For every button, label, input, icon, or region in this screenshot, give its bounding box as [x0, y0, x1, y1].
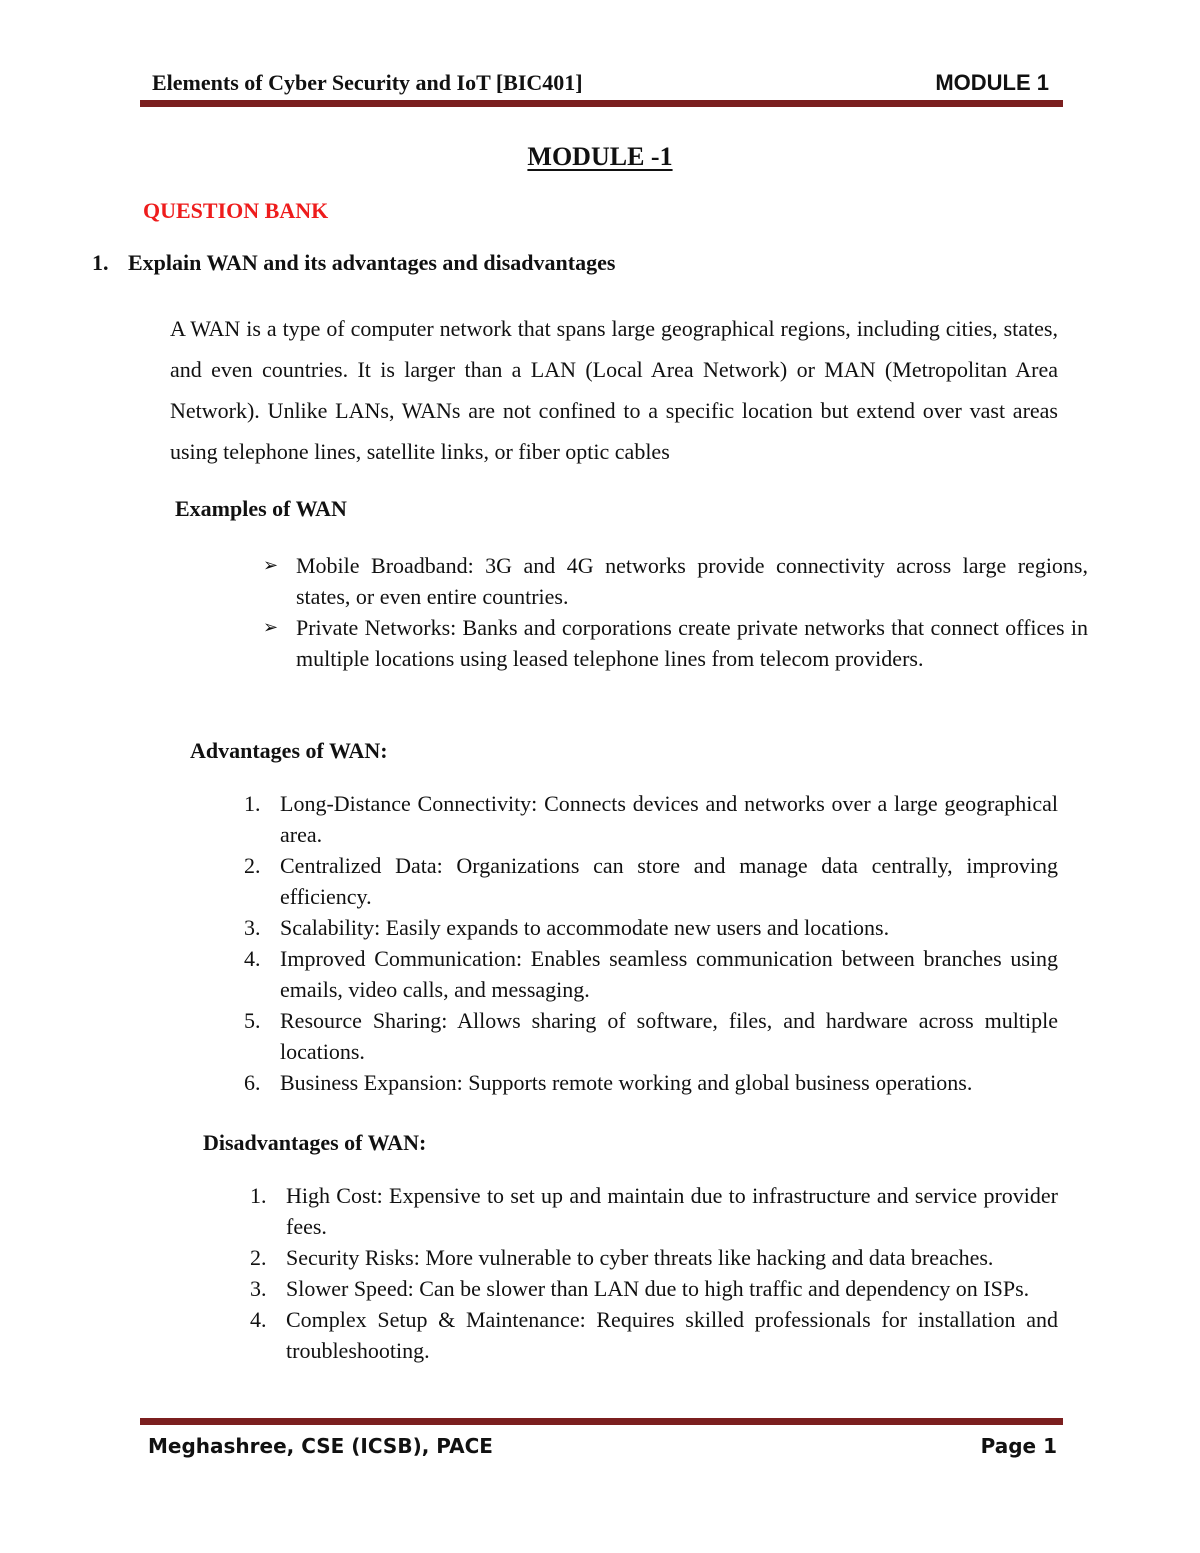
footer-author: Meghashree, CSE (ICSB), PACE — [148, 1434, 493, 1458]
item-text: Long-Distance Connectivity: Connects devices and networks over a large geographical area. — [280, 791, 1058, 847]
list-item — [244, 912, 1058, 943]
list-item — [244, 943, 1058, 1005]
item-text: Improved Communication: Enables seamless communication between branches using emails, video calls, and messaging. — [280, 946, 1058, 1002]
header-title: Elements of Cyber Security and IoT [BIC401] — [152, 70, 583, 95]
footer-rule — [140, 1418, 1063, 1425]
example-text: Mobile Broadband: 3G and 4G networks provide connectivity across large regions, states, or even entire countries. — [296, 553, 1088, 609]
list-item — [244, 1005, 1058, 1067]
header-module-label: MODULE 1 — [935, 70, 1049, 95]
list-item — [263, 550, 1088, 612]
arrow-bullet-icon: ➢ — [263, 617, 279, 638]
footer-page-number: Page 1 — [980, 1434, 1057, 1458]
item-text: Slower Speed: Can be slower than LAN due to high traffic and dependency on ISPs. — [286, 1276, 1030, 1301]
item-text: High Cost: Expensive to set up and maintain due to infrastructure and service provider fees. — [286, 1183, 1058, 1239]
page-header — [152, 70, 1049, 100]
item-number: 5. — [244, 1008, 261, 1033]
examples-heading: Examples of WAN — [175, 496, 347, 521]
section-label: QUESTION BANK — [143, 198, 329, 223]
disadvantages-heading: Disadvantages of WAN: — [203, 1130, 427, 1155]
item-number: 3. — [244, 915, 261, 940]
list-item — [244, 1067, 1058, 1098]
item-number: 2. — [244, 853, 261, 878]
header-rule — [140, 100, 1063, 107]
item-text: Business Expansion: Supports remote working and global business operations. — [280, 1070, 973, 1095]
item-number: 4. — [244, 946, 261, 971]
intro-paragraph: A WAN is a type of computer network that spans large geographical regions, including cities, states, and even countries. It is larger than a LAN (Local Area Network) or MAN (Metropolitan Area Network). Unlike LANs, WANs are not confined to a specific location but extend over vast areas using telephone lines, satellite links, or fiber optic cables — [170, 316, 1058, 464]
examples-list — [263, 550, 1088, 674]
item-text: Centralized Data: Organizations can store and manage data centrally, improving efficiency. — [280, 853, 1058, 909]
list-item — [250, 1242, 1058, 1273]
item-number: 1. — [244, 791, 261, 816]
item-number: 4. — [250, 1307, 267, 1332]
item-text: Resource Sharing: Allows sharing of software, files, and hardware across multiple locations. — [280, 1008, 1058, 1064]
item-number: 1. — [250, 1183, 267, 1208]
item-text: Scalability: Easily expands to accommodate new users and locations. — [280, 915, 890, 940]
item-text: Complex Setup & Maintenance: Requires skilled professionals for installation and troubleshooting. — [286, 1307, 1058, 1363]
list-item — [244, 850, 1058, 912]
list-item — [250, 1304, 1058, 1366]
list-item — [244, 788, 1058, 850]
advantages-heading: Advantages of WAN: — [190, 738, 388, 763]
question-number: 1. — [92, 250, 109, 275]
item-number: 6. — [244, 1070, 261, 1095]
question-text: Explain WAN and its advantages and disadvantages — [128, 250, 616, 275]
list-item — [250, 1273, 1058, 1304]
module-title: MODULE -1 — [527, 142, 673, 171]
arrow-bullet-icon: ➢ — [263, 555, 279, 576]
question-heading — [92, 250, 615, 276]
item-text: Security Risks: More vulnerable to cyber threats like hacking and data breaches. — [286, 1245, 994, 1270]
item-number: 3. — [250, 1276, 267, 1301]
disadvantages-list — [250, 1180, 1058, 1366]
example-text: Private Networks: Banks and corporations create private networks that connect offices in multiple locations using leased telephone lines from telecom providers. — [296, 615, 1088, 671]
advantages-list — [244, 788, 1058, 1098]
list-item — [263, 612, 1088, 674]
item-number: 2. — [250, 1245, 267, 1270]
list-item — [250, 1180, 1058, 1242]
